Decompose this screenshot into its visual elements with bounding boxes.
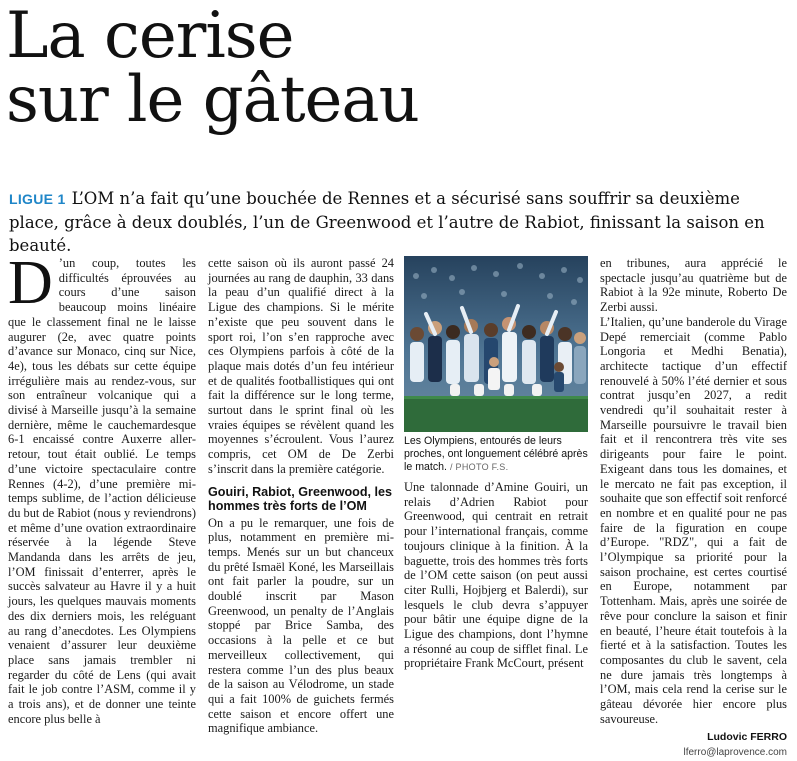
section-kicker: LIGUE 1	[9, 191, 66, 207]
headline	[6, 0, 786, 137]
subheading: Gouiri, Rabiot, Greenwood, les hommes très forts de l’OM	[208, 484, 393, 514]
article-column-1	[8, 249, 196, 727]
paragraph-3: On a pu le remarquer, une fois de plus, notamment en première mi-temps. Menés sur un but chanceux du prêté Ismaël Koné, les Marseillais ont fait parler la poudre, sur un doublé inscrit par Mason Greenwood, un penalty de l’Anglais stoppé par Brice Samba, des occasions à la pelle et ce but merveilleux collectivement, qui restera comme l’un des plus beaux de la saison au Vélodrome, un stade qui a fait 100% de guichets fermés cette saison et encore offert une magnifique ambiance.	[208, 515, 394, 736]
paragraph-4: Une talonnade d’Amine Gouiri, un relais d’Adrien Rabiot pour Greenwood, qui centrait en retrait pour l’international français, comme toujours clinique à la finition. À la baguette, trois des hommes très forts de l’OM cette saison (on peut aussi citer Rulli, Hojbjerg et Balerdi), sur lesquels le club devra s’appuyer pour bâtir une équipe digne de la Ligue des champions, dont l’hymne a résonné au coup de sifflet final. Le propriétaire Frank McCourt, présent	[404, 480, 588, 671]
article-column-2	[208, 256, 394, 736]
celebration-photo	[404, 256, 588, 432]
lede-text: L’OM n’a fait qu’une bouchée de Rennes et a sécurisé sans souffrir sa deuxième place, grâce à deux doublés, l’un de Greenwood et l’autre de Rabiot, finissant la saison en beauté.	[9, 189, 765, 255]
article-column-3	[404, 256, 588, 671]
paragraph-5: en tribunes, aura apprécié le spectacle jusqu’au quatrième but de Rabiot à la 92e minute, Roberto De Zerbi aussi.	[600, 256, 787, 315]
author-name: Ludovic FERRO	[707, 730, 787, 743]
caption-text: Les Olympiens, entourés de leurs proches, ont longuement célébré après le match.	[404, 435, 588, 473]
photo-illustration	[404, 256, 588, 432]
photo-credit: PHOTO F.S.	[455, 462, 509, 472]
paragraph-2: cette saison où ils auront passé 24 journées au rang de dauphin, 33 dans la peau d’un qualifié direct à la Ligue des champions. Si le mérite n’existe que peu souvent dans le sport roi, l’on s’en rapproche avec ces Olympiens parfois à côté de la plaque mais dotés d’un feu intérieur et de qualités footballistiques qui ont fait la différence sur le long terme, surtout dans le sprint final où les vraies équipes se révèlent quand les moyennes s’écroulent. Vous l’aurez compris, cet OM de De Zerbi s’inscrit dans la première catégorie.	[208, 256, 394, 476]
article-column-4	[600, 256, 787, 761]
author-email: lferro@laprovence.com	[683, 747, 787, 759]
headline-line-1: La cerise	[6, 0, 294, 73]
lede	[9, 187, 789, 257]
drop-cap: D	[8, 249, 53, 317]
paragraph-1: ’un coup, toutes les difficultés éprouvées au cours d’une saison beaucoup moins linéaire que le classement final ne le laisse augurer (2e, avec quatre points d’avance sur Monaco, cinq sur Nice, 4e), tous les débats sur cette équipe irrégulière mais au rendez-vous, sur son entraîneur volcanique qui a divisé à Marseille jusqu’à la semaine dernière, même le cauchemardesque 6-1 encaissé contre Auxerre aller-retour, tout était oublié. Le temps d’une victoire spectaculaire contre Rennes (4-2), d’une première mi-temps sublime, de l’action délicieuse du but de Rabiot (nous y reviendrons) et même d’une ovation extraordinaire réservée à la légende Steve Mandanda dans les arrêts de jeu, l’OM finissait d’enterrer, après le succès salvateur au Havre il y a huit jours, les quelques mauvais moments des dix derniers mois, les reléguant au rang d’anecdotes. Les Olympiens venaient d’assurer leur deuxième place sans jamais trembler ni regarder du côté de Lens (qui avait fait le job contre l’ASM, comme il y a trois ans), et de donner une teinte encore plus belle à	[8, 256, 196, 726]
paragraph-6: L’Italien, qu’une banderole du Virage Depé remerciait (comme Pablo Longoria et Medhi Benatia), architecte tactique d’un effectif renouvelé à 50% l’été dernier et sous contrat jusqu’en 2027, a redit vendredi qu’il souhaitait rester à Marseille poursuivre le travail bien fait et il rencontrera très vite ses dirigeants pour faire le point. Exigeant dans tous les domaines, et le mercato ne fait pas exception, il souhaite que son effectif soit renforcé en nombre et en qualité pour ne pas faire de la figuration en coupe d’Europe. "RDZ", qui a fait de l’Olympique sa priorité pour la saison prochaine, est certes courtisé en Europe, notamment par Tottenham. Mais, après une soirée de rêve pour conclure la saison et finir en beauté, l’heure était toutefois à la fierté et à la satisfaction. Toutes les composantes du club le savent, cela ne dure jamais très longtemps à l’OM, mais cela rend la cerise sur le gâteau dévorée hier encore plus savoureuse.	[600, 314, 787, 726]
headline-line-2: sur le gâteau	[6, 63, 419, 137]
photo-caption: Les Olympiens, entourés de leurs proches, ont longuement célébré après le match. / PHOTO F.S.	[404, 435, 588, 473]
